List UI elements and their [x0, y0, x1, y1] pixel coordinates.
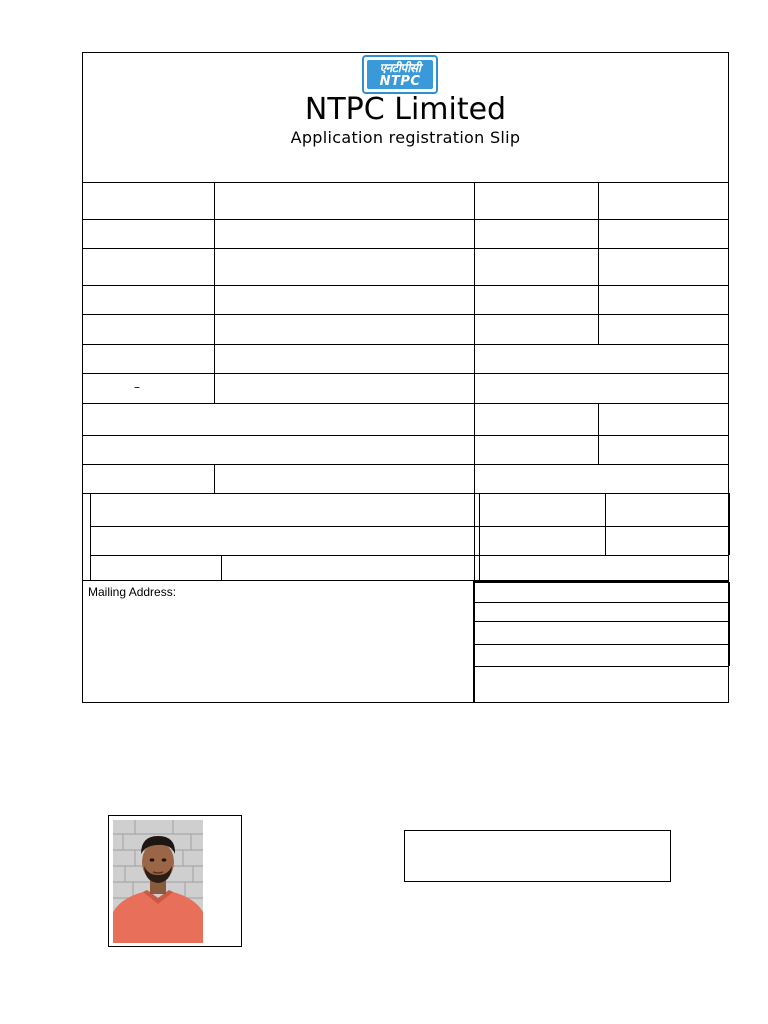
column-divider	[728, 582, 730, 666]
applicant-photo	[113, 820, 203, 943]
column-divider	[473, 580, 475, 703]
logo-hindi-text: एनटीपीसी	[379, 61, 421, 75]
column-divider	[479, 493, 480, 580]
column-divider	[474, 182, 475, 493]
row-divider	[82, 248, 729, 249]
column-divider	[598, 182, 599, 344]
row-divider	[82, 219, 729, 220]
applicant-photo-image	[113, 820, 203, 943]
row-divider	[82, 182, 729, 183]
row-divider	[474, 621, 729, 622]
column-divider	[90, 493, 91, 580]
logo-english-text: NTPC	[379, 74, 421, 89]
row-divider	[90, 555, 729, 556]
row-divider	[474, 602, 729, 603]
column-divider	[728, 493, 730, 555]
row-divider	[82, 344, 729, 345]
column-divider	[474, 493, 475, 580]
row-divider	[82, 464, 729, 465]
column-divider	[214, 464, 215, 493]
row-divider	[82, 285, 729, 286]
row-divider	[474, 581, 729, 583]
column-divider	[598, 403, 599, 464]
row-divider	[82, 435, 729, 436]
row-divider	[82, 373, 729, 374]
mailing-address-label: Mailing Address:	[88, 585, 177, 599]
column-divider	[214, 182, 215, 403]
row-divider	[90, 526, 729, 527]
dash-mark: –	[134, 380, 140, 394]
registration-form-frame	[82, 52, 729, 703]
row-divider	[474, 644, 729, 645]
row-divider	[82, 403, 729, 404]
signature-box	[404, 830, 671, 882]
row-divider	[474, 666, 729, 667]
column-divider	[221, 555, 222, 580]
document-title: Application registration Slip	[290, 128, 521, 147]
row-divider	[82, 314, 729, 315]
organization-title: NTPC Limited	[304, 92, 507, 127]
row-divider	[82, 493, 729, 494]
column-divider	[605, 493, 606, 555]
